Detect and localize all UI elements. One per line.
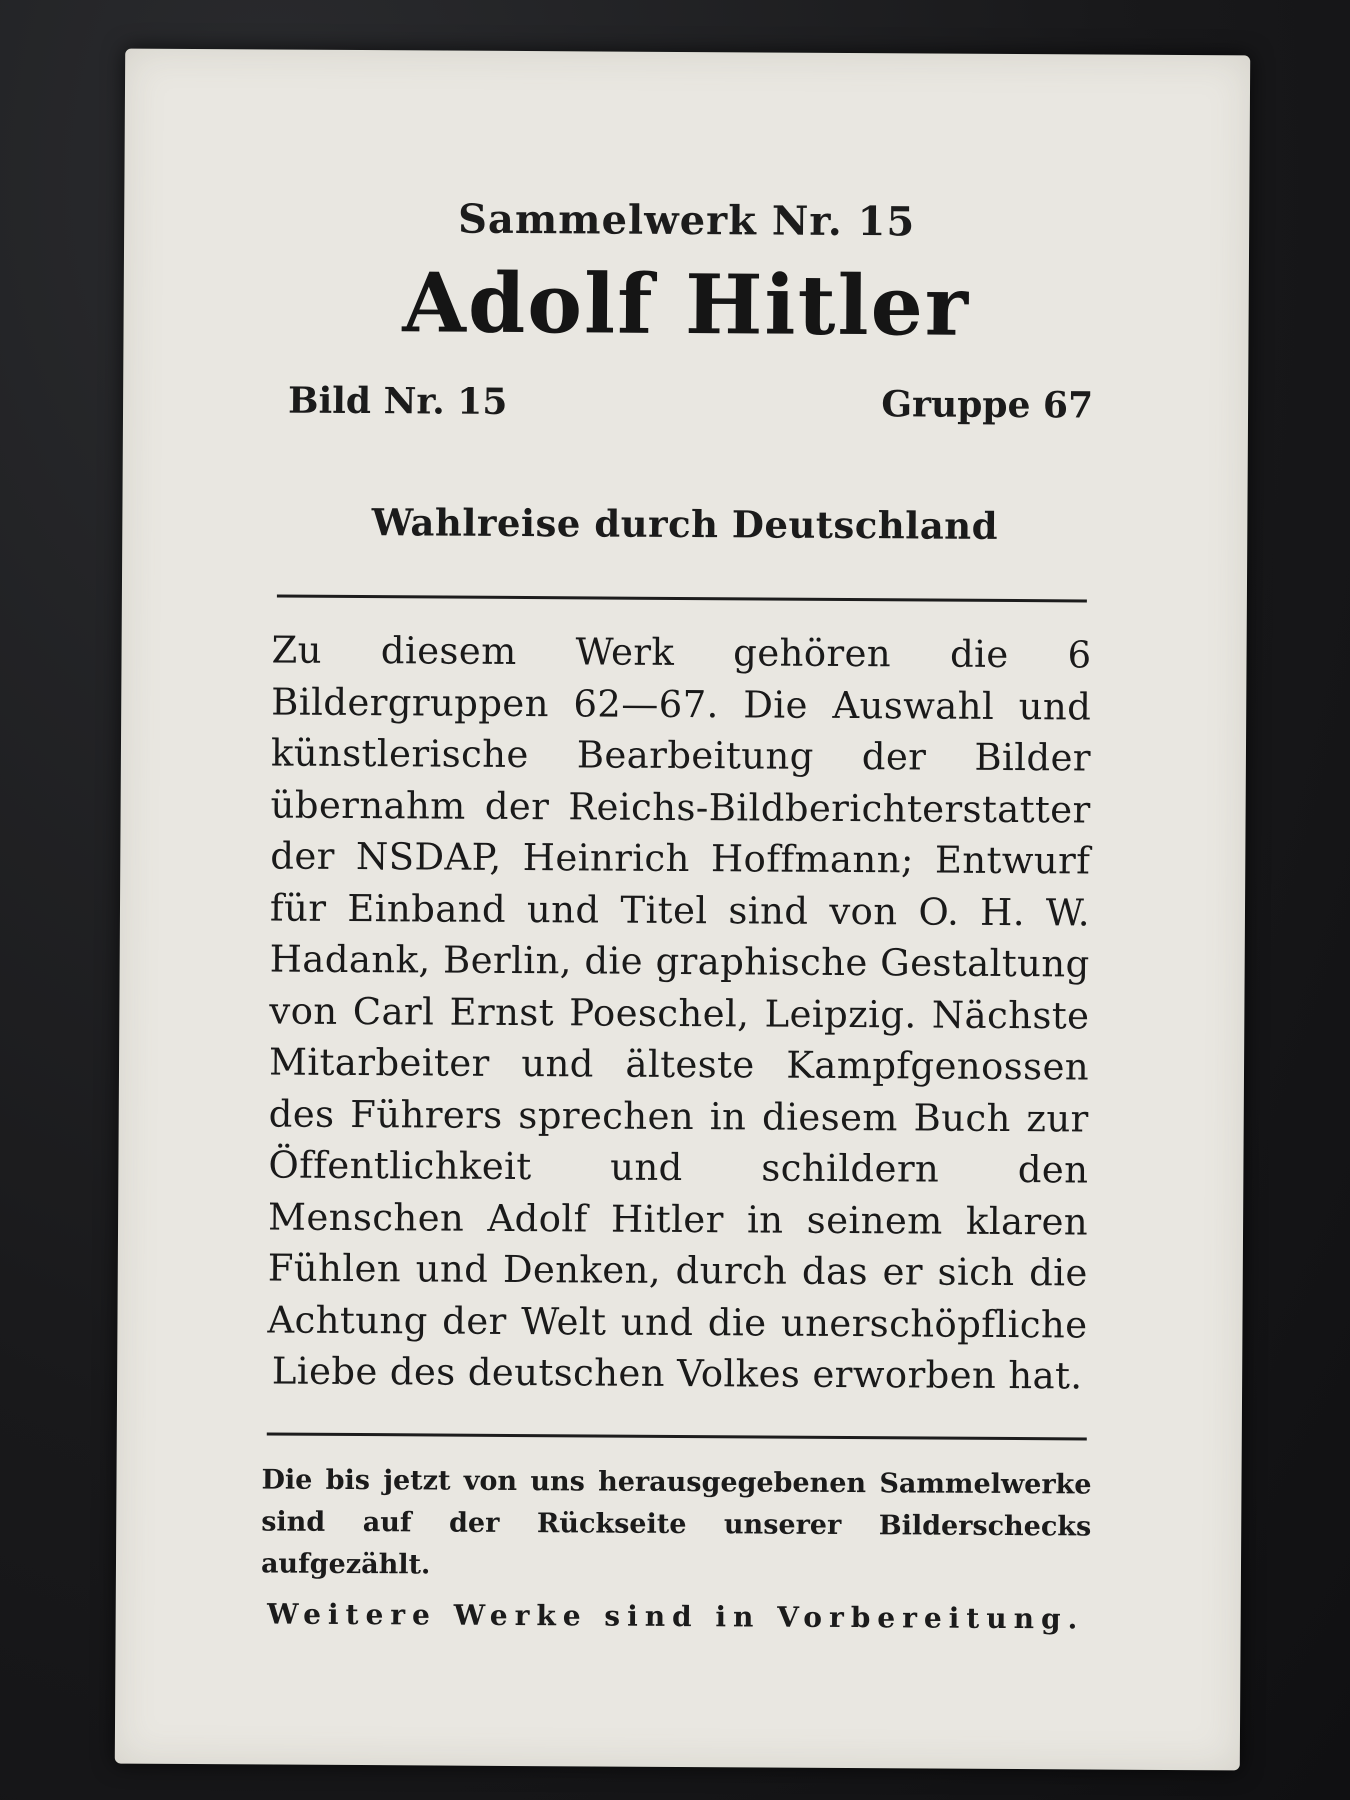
footer-line-1: Die bis jetzt von uns herausgegebenen Sammelwerke sind auf der Rückseite unserer Bilderschecks aufgezählt.	[260, 1464, 1092, 1581]
bottom-divider	[267, 1432, 1087, 1440]
footer-note	[261, 1459, 1092, 1635]
footer-line-2: Weitere Werke sind in Vorbereitung.	[266, 1597, 1085, 1636]
description-text: Zu diesem Werk gehören die 6 Bildergruppen 62—67. Die Auswahl und künstlerische Bearbeitung der Bilder übernahm der Reichs-Bildberichterstatter der NSDAP, Heinrich Hoffmann; Entwurf für Einband und Titel sind von O. H. W. Hadank, Berlin, die graphische Gestaltung von Carl Ernst Poeschel, Leipzig. Nächste Mitarbeiter und älteste Kampfgenossen des Führers sprechen in diesem Buch zur Öffentlichkeit und schildern den Menschen Adolf Hitler in seinem klaren Fühlen und Denken, durch das er sich die Achtung der Welt und die unerschöpfliche Liebe des deutschen Volkes erworben hat.	[267, 628, 1092, 1398]
card-title: Adolf Hitler	[402, 255, 971, 355]
picture-number: Bild Nr. 15	[287, 379, 508, 423]
card-meta-row	[288, 380, 1093, 427]
series-heading: Sammelwerk Nr. 15	[457, 195, 916, 246]
group-number: Gruppe 67	[881, 383, 1094, 427]
collector-card-back	[115, 49, 1250, 1771]
top-divider	[277, 595, 1087, 603]
picture-subtitle: Wahlreise durch Deutschland	[371, 500, 999, 548]
